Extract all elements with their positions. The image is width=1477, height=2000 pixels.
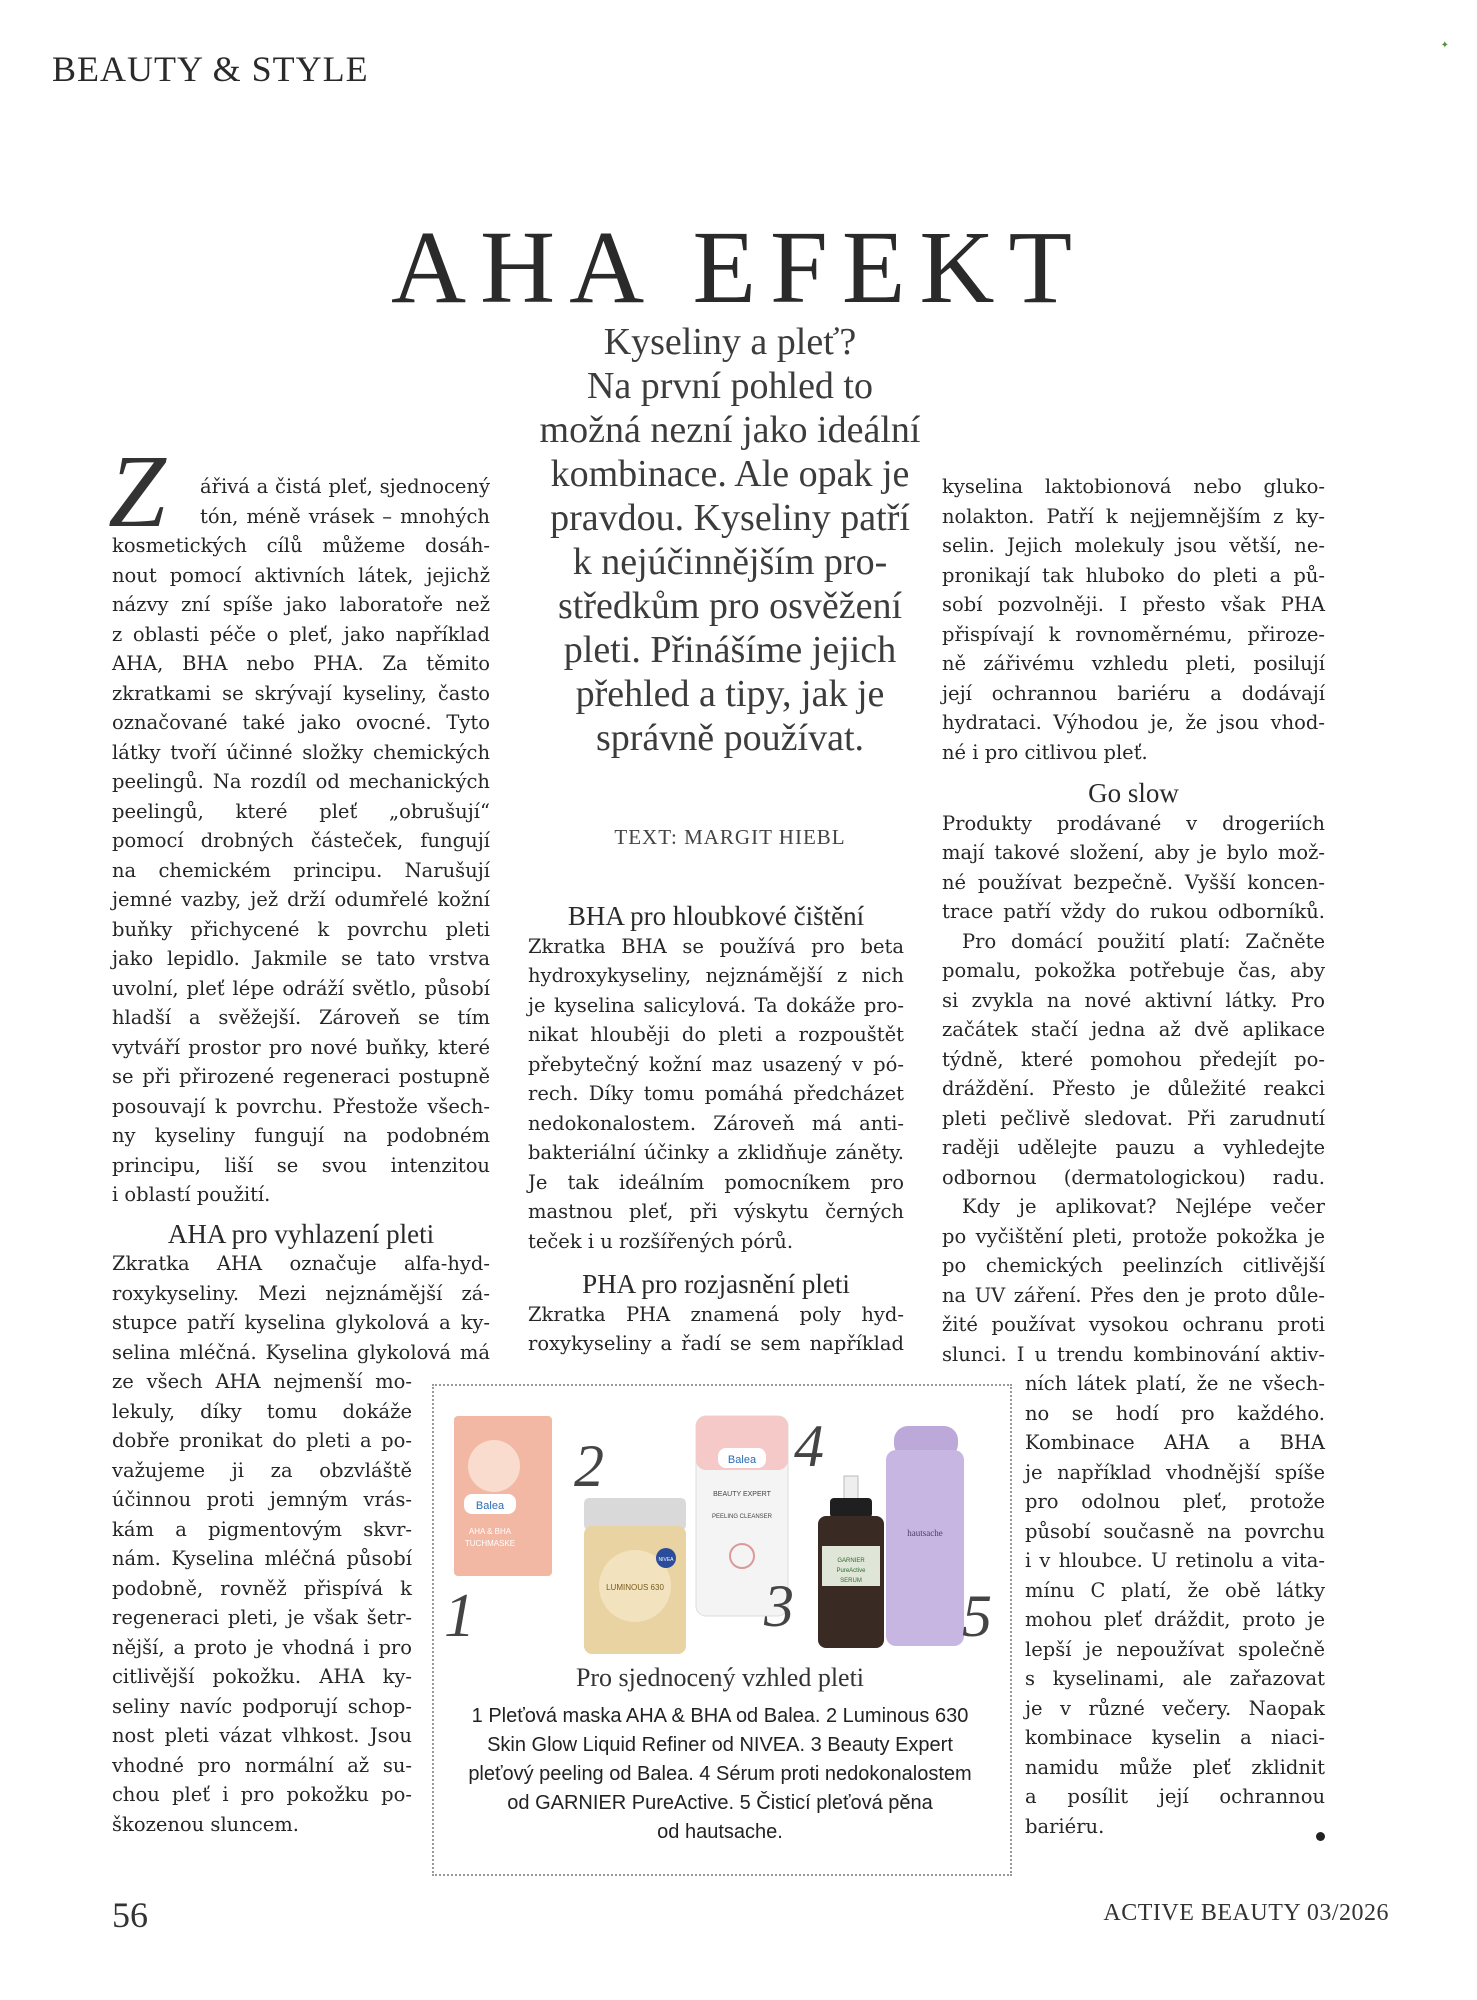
section-label: BEAUTY & STYLE [52,49,369,89]
body-line: označované také jako ovocné. Tyto [112,711,490,734]
body-line: vhodné pro normální až su- [112,1753,412,1777]
article-title: AHA EFEKT [390,210,1087,325]
product-number-5: 5 [962,1583,992,1649]
body-line: si zvykla na nové aktivní látky. Pro [942,988,1325,1012]
body-line: kám a pigmentovým skvr- [112,1517,412,1541]
product-3-label1: BEAUTY EXPERT [713,1491,771,1498]
body-line: odbornou (dermatologickou) radu. [942,1165,1325,1189]
dropcap-line: tón, méně vrásek – mnohých [200,504,490,528]
body-line: účinnou proti jemným vrás- [112,1488,412,1511]
pha-heading: PHA pro rozjasnění pleti [582,1269,850,1299]
body-line: né i pro citlivou pleť. [942,740,1148,764]
product-1-mask [454,1416,552,1576]
body-line: uvolní, pleť lépe odráží světlo, působí [112,976,490,1000]
body-line: mastnou pleť, při výskytu černých [528,1200,904,1223]
product-box-heading: Pro sjednocený vzhled pleti [575,1663,865,1692]
body-line: nost pleti vázat vlhkost. Jsou [112,1724,412,1747]
caption-line: od GARNIER PureActive. 5 Čisticí pleťová pěna [507,1792,933,1814]
body-line: hydroxykyseliny, nejznámější z nich [528,964,904,987]
body-line: pleti pečlivě sledovat. Při zarudnutí [942,1106,1325,1130]
body-line: žité používat vysokou ochranu proti [942,1313,1325,1336]
body-line: s kyselinami, ale zařazovat [1025,1667,1325,1690]
body-line: podobně, rovněž přispívá k [112,1576,412,1600]
body-line: roxykyseliny a řadí se sem například [528,1332,904,1355]
body-line: hydrataci. Výhodou je, že jsou vhod- [942,711,1325,734]
body-line: Kombinace AHA a BHA [1025,1431,1325,1454]
body-line: škozenou sluncem. [112,1812,299,1836]
intro-line: kombinace. Ale opak je [550,453,910,495]
body-line: bakteriální účinky a zklidňuje záněty. [528,1141,904,1164]
product-3-brand: Balea [727,1454,757,1466]
products-illustration [434,1386,1010,1656]
body-line: selin. Jejich molekuly jsou větší, ne- [942,534,1325,557]
product-3-label2: PEELING CLEANSER [711,1514,773,1520]
body-line: važujeme ji za obzvláště [112,1458,412,1482]
body-line: po vyčištění pleti, protože pokožka je [942,1224,1325,1248]
body-line: peelingů, které pleť „obrušují“ [112,799,490,823]
product-4-label2: SERUM [840,1578,862,1584]
body-line: raději udělejte pauzu a vyhledejte [942,1136,1325,1159]
body-line: trace patří vždy do rukou odborníků. [942,900,1325,923]
body-line: na UV záření. Přes den je proto důle- [942,1283,1325,1307]
body-line: Kdy je aplikovat? Nejlépe večer [962,1195,1325,1218]
body-line: jako lepidlo. Jakmile se tato vrstva [112,947,490,970]
aha-heading: AHA pro vyhlazení pleti [167,1218,435,1249]
caption-line: od hautsache. [657,1821,783,1843]
body-line: AHA, BHA nebo PHA. Za těmito [112,652,490,675]
body-line: kosmetických cílů můžeme dosáh- [112,534,490,557]
product-5-brand: hautsache [907,1528,943,1538]
body-line: přebytečný kožní maz usazený v pó- [528,1052,904,1076]
body-line: roxykyseliny. Mezi nejznámější zá- [112,1281,490,1305]
end-mark [1316,1832,1325,1841]
body-line: selina mléčná. Kyselina glykolová má [112,1340,490,1364]
product-2-label1: LUMINOUS 630 [606,1583,664,1592]
body-line: principu, liší se svou intenzitou [112,1153,490,1177]
caption-line: Skin Glow Liquid Refiner od NIVEA. 3 Beauty Expert [487,1734,953,1756]
body-line: kyselina laktobionová nebo gluko- [942,475,1325,498]
body-line: nám. Kyselina mléčná působí [112,1547,412,1570]
intro-line: Na první pohled to [586,365,873,407]
caption-line: 1 Pleťová maska AHA & BHA od Balea. 2 Luminous 630 [471,1705,969,1727]
body-line: regeneraci pleti, je však šetr- [112,1606,412,1629]
body-line: Zkratka BHA se používá pro beta [528,934,904,958]
body-line: peelingů. Na rozdíl od mechanických [112,770,490,793]
body-line: nolakton. Patří k nejjemnějším z ky- [942,504,1325,528]
body-line: i oblastí použití. [112,1183,271,1206]
body-line: pronikají tak hluboko do pleti a pů- [942,563,1325,587]
body-line: zkratkami se skrývají kyseliny, často [112,681,490,705]
body-line: působí současně na povrchu [1025,1519,1325,1543]
drop-cap: Z [108,434,166,549]
body-line: mohou pleť dráždit, proto je [1025,1608,1325,1631]
body-line: Zkratka PHA znamená poly hyd- [528,1302,904,1326]
body-line: teček i u rozšířených pórů. [528,1229,794,1253]
intro-line: k nejúčinnějším pro- [572,541,888,583]
body-line: Produkty prodávané v drogeriích [942,811,1325,835]
body-line: je v různé večery. Naopak [1025,1696,1325,1720]
page-number: 56 [112,1895,148,1935]
body-line: buňky přichycené k povrchu pleti [112,917,490,941]
corner-logo-icon: ✦ [1440,40,1449,51]
intro-line: správně používat. [595,717,865,759]
body-line: lepší je nepoužívat společně [1025,1637,1325,1661]
body-line: lekuly, díky tomu dokáže [112,1399,412,1423]
body-line: ně zářivému vzhledu pleti, posilují [942,652,1325,675]
body-line: ny kyseliny fungují na podobném [112,1124,490,1147]
intro-line: pleti. Přinášíme jejich [563,629,897,671]
body-line: posouvají k povrchu. Přestože všech- [112,1094,490,1118]
dropcap-line: ářivá a čistá pleť, sjednocený [200,475,490,498]
go-slow-heading: Go slow [1088,778,1179,808]
body-line: mínu C platí, že obě látky [1025,1578,1325,1602]
body-line: rech. Díky tomu pomáhá předcházet [528,1082,904,1105]
body-line: přispívají k rovnoměrnému, přiroze- [942,622,1325,646]
caption-line: pleťový peeling od Balea. 4 Sérum proti nedokonalostem [468,1763,972,1785]
product-number-1: 1 [444,1582,475,1650]
product-4-serum [818,1476,884,1648]
intro-line: pravdou. Kyseliny patří [550,497,910,539]
intro-line: možná nezní jako ideální [539,409,921,451]
body-line: nější, a proto je vhodná i pro [112,1635,412,1659]
body-line: vytváří prostor pro nové buňky, které [112,1035,490,1059]
intro-line: Kyseliny a pleť? [603,321,857,363]
column-middle [528,902,904,1359]
body-line: pomocí drobných částeček, fungují [112,829,490,852]
product-1-label2: TUCHMASKE [464,1539,516,1548]
body-line: kombinace kyselin a niaci- [1025,1726,1325,1749]
product-5-foam [886,1426,964,1646]
body-line: je kyselina salicylová. Ta dokáže pro- [528,993,904,1017]
intro-line: přehled a tipy, jak je [575,673,885,715]
body-line: ze všech AHA nejmenší mo- [112,1370,412,1393]
body-line: i v hloubce. U retinolu a vita- [1025,1549,1325,1572]
body-line: chou pleť i pro pokožku po- [112,1783,412,1806]
body-line: namidu může pleť zklidnit [1025,1755,1325,1779]
body-line: sobí pozvolněji. I přesto však PHA [942,593,1325,616]
body-line: citlivější pokožku. AHA ky- [112,1665,412,1688]
body-line: stupce patří kyselina glykolová a ky- [112,1311,490,1334]
body-line: na chemickém principu. Narušují [112,858,490,882]
magazine-issue: ACTIVE BEAUTY 03/2026 [1103,1900,1389,1926]
author-credit: TEXT: MARGIT HIEBL [614,825,846,849]
body-line: dráždění. Přesto je důležité reakci [942,1077,1325,1100]
body-line: Zkratka AHA označuje alfa-hyd- [112,1252,490,1275]
body-line: Pro domácí použití platí: Začněte [962,929,1325,953]
body-line: začátek stačí jedna až dvě aplikace [942,1018,1325,1041]
body-line: se při přirozené regeneraci postupně [112,1065,490,1088]
product-4-brand: GARNIER [837,1558,865,1564]
product-4-label1: PureActive [836,1568,866,1574]
body-line: né používat bezpečně. Vyšší koncen- [942,870,1325,894]
product-number-3: 3 [764,1573,794,1639]
body-line: týdně, které pomohou předejít po- [942,1047,1325,1071]
body-line: pro odolnou pleť, protože [1025,1490,1325,1513]
product-box-caption [432,1702,1008,1847]
body-line: slunci. I u trendu kombinování aktiv- [942,1342,1325,1366]
body-line: její ochrannou bariéru a dodávají [942,681,1325,705]
product-2-brand: NIVEA [658,1557,674,1563]
intro-line: středkům pro osvěžení [557,585,903,627]
body-line: ních látek platí, že ne všech- [1025,1372,1325,1395]
product-number-2: 2 [574,1433,604,1499]
body-line: mají takové složení, aby je bylo mož- [942,841,1325,864]
body-line: z oblasti péče o pleť, jako například [112,622,490,646]
product-2-nivea [584,1498,686,1654]
body-line: jemné vazby, jež drží odumřelé kožní [112,888,490,911]
body-line: bariéru. [1025,1814,1105,1838]
article-intro [500,320,960,760]
body-line: nedokonalostem. Zároveň má anti- [528,1111,904,1135]
body-line: nout pomocí aktivních látek, jejichž [112,563,490,587]
body-line: dobře pronikat do pleti a po- [112,1429,412,1452]
body-line: po chemických peelinzích citlivější [942,1254,1325,1277]
body-line: názvy zní spíše jako laboratoře než [112,593,490,616]
body-line: nikat hlouběji do pleti a rozpouštět [528,1023,904,1046]
body-line: a posílit její ochrannou [1025,1785,1325,1808]
body-line: pomalu, pokožka potřebuje čas, aby [942,959,1325,982]
product-1-label1: AHA & BHA [468,1527,512,1536]
body-line: hladší a svěžejší. Zároveň se tím [112,1006,490,1029]
body-line: látky tvoří účinné složky chemických [112,740,490,764]
body-line: Je tak ideálním pomocníkem pro [528,1170,904,1194]
body-line: je například vhodnější spíše [1025,1460,1325,1484]
body-line: seliny navíc podporují schop- [112,1694,412,1718]
bha-heading: BHA pro hloubkové čištění [567,901,865,931]
product-1-brand: Balea [475,1500,505,1512]
product-number-4: 4 [794,1413,824,1479]
body-line: no se hodí pro každého. [1025,1401,1325,1425]
